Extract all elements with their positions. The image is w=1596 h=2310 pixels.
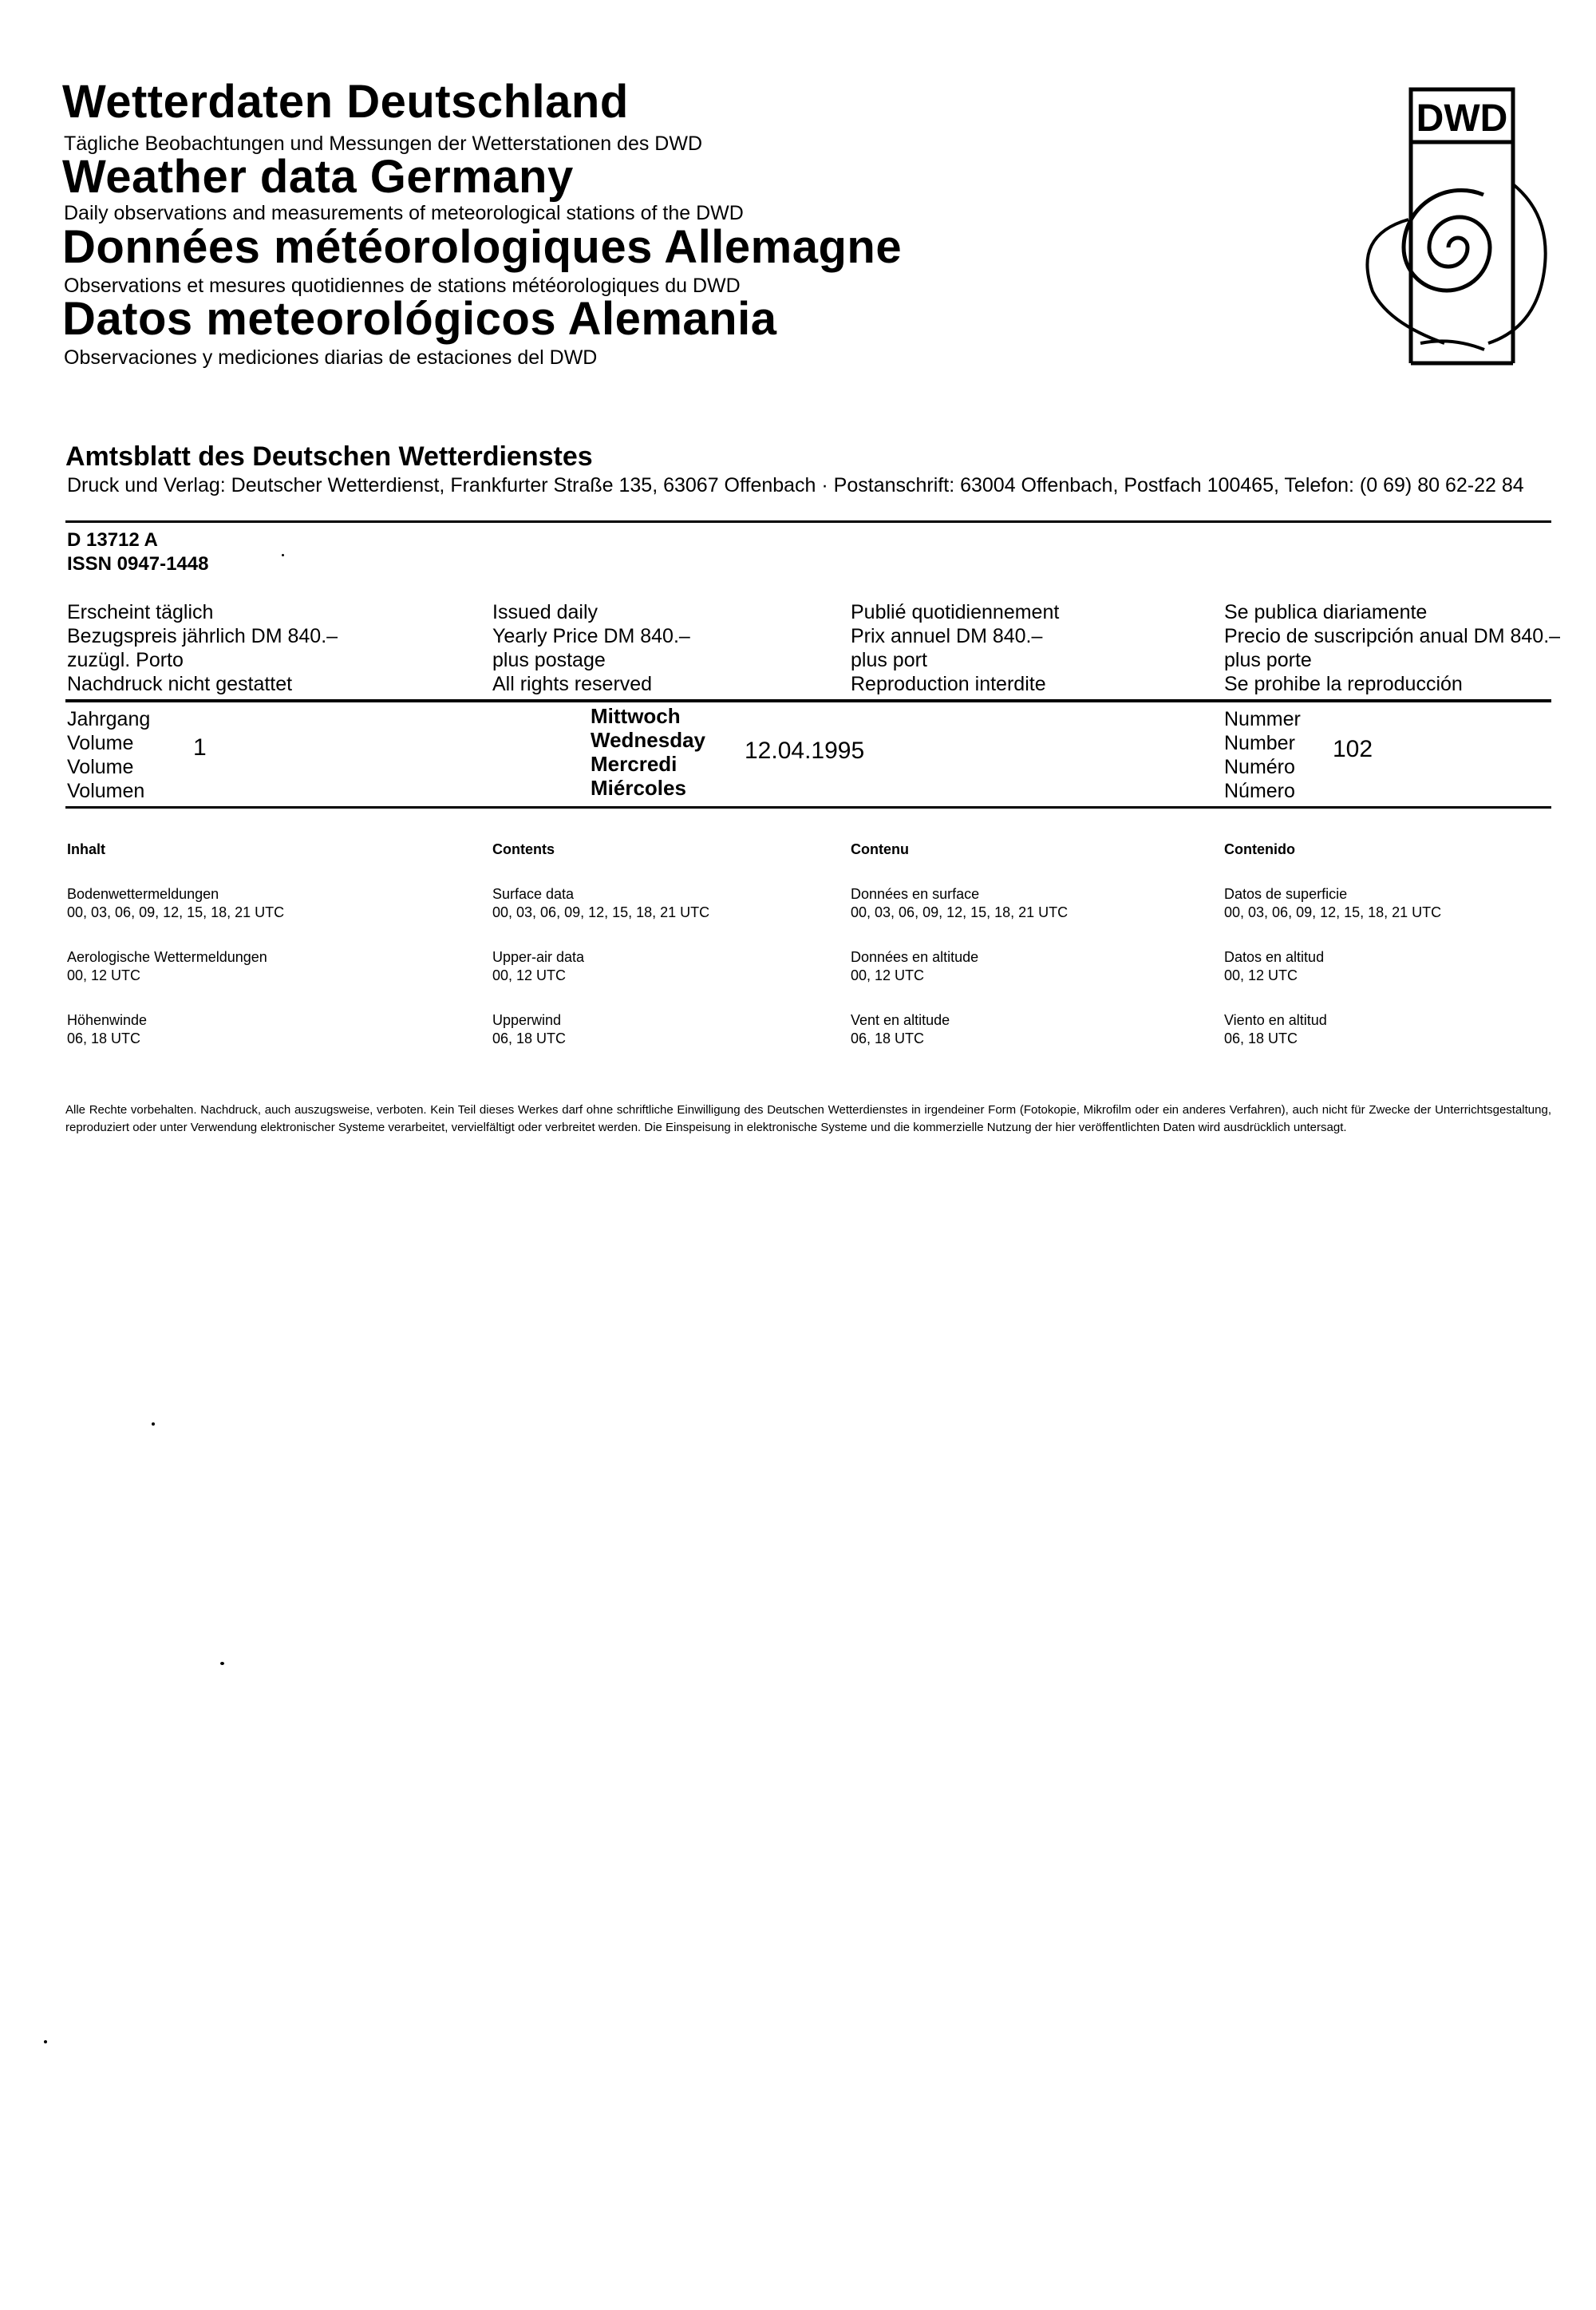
contents-item: Bodenwettermeldungen bbox=[67, 886, 219, 902]
subtitle-en: Daily observations and measurements of meteorological stations of the DWD bbox=[64, 202, 744, 224]
contents-item-times: 00, 12 UTC bbox=[492, 967, 567, 983]
contents-item-times: 06, 18 UTC bbox=[67, 1030, 141, 1046]
pub-line: plus port bbox=[851, 649, 927, 671]
pub-line: Nachdruck nicht gestattet bbox=[67, 673, 293, 695]
contents-heading: Inhalt bbox=[67, 841, 105, 857]
pub-line: Yearly Price DM 840.– bbox=[492, 625, 690, 647]
volume-label: Jahrgang bbox=[67, 708, 151, 730]
divider-3 bbox=[65, 806, 1551, 809]
issue-date: 12.04.1995 bbox=[745, 738, 865, 764]
contents-item-times: 00, 03, 06, 09, 12, 15, 18, 21 UTC bbox=[851, 904, 1069, 920]
contents-item: Upper-air data bbox=[492, 949, 585, 965]
contents-item: Données en altitude bbox=[851, 949, 979, 965]
number-label: Numéro bbox=[1224, 756, 1295, 778]
subtitle-de: Tägliche Beobachtungen und Messungen der Wetterstationen des DWD bbox=[64, 133, 703, 155]
subtitle-es: Observaciones y mediciones diarias de estaciones del DWD bbox=[64, 346, 598, 369]
contents-item: Données en surface bbox=[851, 886, 980, 902]
pub-line: Erscheint täglich bbox=[67, 601, 214, 623]
amtsblatt-heading: Amtsblatt des Deutschen Wetterdienstes bbox=[65, 441, 593, 472]
pub-line: zuzügl. Porto bbox=[67, 649, 184, 671]
title-fr: Données météorologiques Allemagne bbox=[62, 221, 903, 273]
divider-2 bbox=[65, 699, 1551, 702]
number-label: Number bbox=[1224, 732, 1295, 754]
contents-item: Höhenwinde bbox=[67, 1012, 148, 1028]
scan-speck bbox=[220, 1662, 224, 1665]
weekday-label: Mittwoch bbox=[591, 704, 681, 728]
contents-item: Upperwind bbox=[492, 1012, 562, 1028]
number-labels bbox=[1224, 707, 1301, 803]
pub-line: Issued daily bbox=[492, 601, 598, 623]
pub-line: Se prohibe la reproducción bbox=[1224, 673, 1463, 695]
legal-notice: Alle Rechte vorbehalten. Nachdruck, auch auszugsweise, verboten. Kein Teil dieses Werkes darf ohne schriftliche Einwilligung des Deutschen Wetterdienstes in irgendeiner Form (Fotokopie, Mikrofilm oder ein anderes Verfahren), auch nicht für Zwecke der Unterrichtsgestaltung, reproduziert oder unter Verwendung elektronischer Systeme verarbeitet, vervielfältigt oder verbreitet werden. Die Einspeisung in elektronische Systeme und die kommerzielle Nutzung der hier veröffentlichten Daten wird ausdrücklich untersagt. bbox=[65, 1103, 1551, 1134]
logo-text: DWD bbox=[1416, 97, 1508, 140]
contents-item-times: 00, 03, 06, 09, 12, 15, 18, 21 UTC bbox=[1224, 904, 1442, 920]
scan-speck bbox=[282, 554, 284, 556]
pub-line: plus porte bbox=[1224, 649, 1312, 671]
number-label: Número bbox=[1224, 780, 1295, 802]
contents-col-en bbox=[492, 841, 709, 1048]
title-es: Datos meteorológicos Alemania bbox=[62, 293, 777, 345]
publication-col-fr bbox=[851, 600, 1059, 696]
contents-item-times: 06, 18 UTC bbox=[492, 1030, 567, 1046]
number-label: Nummer bbox=[1224, 708, 1301, 730]
volume-label: Volume bbox=[67, 756, 134, 778]
title-en: Weather data Germany bbox=[62, 151, 574, 203]
pub-line: Bezugspreis jährlich DM 840.– bbox=[67, 625, 338, 647]
publisher-address: Druck und Verlag: Deutscher Wetterdienst, Frankfurter Straße 135, 63067 Offenbach · Postanschrift: 63004 Offenbach, Postfach 100465, Telefon: (0 69) 80 62-22 84 bbox=[67, 474, 1524, 496]
contents-item-times: 06, 18 UTC bbox=[851, 1030, 925, 1046]
pub-line: Reproduction interdite bbox=[851, 673, 1046, 695]
contents-item: Viento en altitud bbox=[1224, 1012, 1327, 1028]
publication-col-en bbox=[492, 600, 690, 696]
scan-speck bbox=[152, 1422, 155, 1426]
contents-item-times: 00, 12 UTC bbox=[851, 967, 925, 983]
dwd-logo bbox=[1325, 80, 1564, 367]
divider-1 bbox=[65, 520, 1551, 523]
d-number: D 13712 A bbox=[67, 529, 158, 551]
contents-item: Datos de superficie bbox=[1224, 886, 1348, 902]
contents-col-fr bbox=[851, 841, 1068, 1048]
publication-col-de bbox=[67, 600, 338, 696]
contents-heading: Contenu bbox=[851, 841, 909, 857]
volume-label: Volumen bbox=[67, 780, 145, 802]
scan-speck bbox=[44, 2040, 47, 2043]
contents-heading: Contents bbox=[492, 841, 555, 857]
publication-col-es bbox=[1224, 600, 1560, 696]
contents-item-times: 00, 03, 06, 09, 12, 15, 18, 21 UTC bbox=[67, 904, 285, 920]
weekday-label: Mercredi bbox=[591, 752, 678, 776]
contents-item-times: 00, 03, 06, 09, 12, 15, 18, 21 UTC bbox=[492, 904, 710, 920]
contents-item: Aerologische Wettermeldungen bbox=[67, 949, 267, 965]
subtitle-fr: Observations et mesures quotidiennes de stations météorologiques du DWD bbox=[64, 275, 741, 297]
contents-item: Surface data bbox=[492, 886, 575, 902]
volume-label: Volume bbox=[67, 732, 134, 754]
contents-col-de bbox=[67, 841, 284, 1048]
pub-line: Prix annuel DM 840.– bbox=[851, 625, 1043, 647]
contents-item-times: 00, 12 UTC bbox=[67, 967, 141, 983]
pub-line: Se publica diariamente bbox=[1224, 601, 1428, 623]
contents-item-times: 06, 18 UTC bbox=[1224, 1030, 1298, 1046]
contents-item: Datos en altitud bbox=[1224, 949, 1325, 965]
volume-value: 1 bbox=[193, 734, 207, 761]
issue-number: 102 bbox=[1333, 736, 1373, 762]
pub-line: Publié quotidiennement bbox=[851, 601, 1060, 623]
dwd-spiral-logo-icon bbox=[1325, 80, 1564, 367]
contents-item-times: 00, 12 UTC bbox=[1224, 967, 1298, 983]
contents-col-es bbox=[1224, 841, 1441, 1048]
pub-line: plus postage bbox=[492, 649, 606, 671]
issn: ISSN 0947-1448 bbox=[67, 553, 209, 575]
weekday-label: Miércoles bbox=[591, 776, 686, 800]
pub-line: Precio de suscripción anual DM 840.– bbox=[1224, 625, 1561, 647]
title-de: Wetterdaten Deutschland bbox=[62, 76, 629, 128]
contents-heading: Contenido bbox=[1224, 841, 1295, 857]
pub-line: All rights reserved bbox=[492, 673, 653, 695]
weekday-label: Wednesday bbox=[591, 728, 706, 752]
volume-labels bbox=[67, 707, 150, 803]
weekday-labels bbox=[591, 704, 705, 800]
contents-item: Vent en altitude bbox=[851, 1012, 950, 1028]
